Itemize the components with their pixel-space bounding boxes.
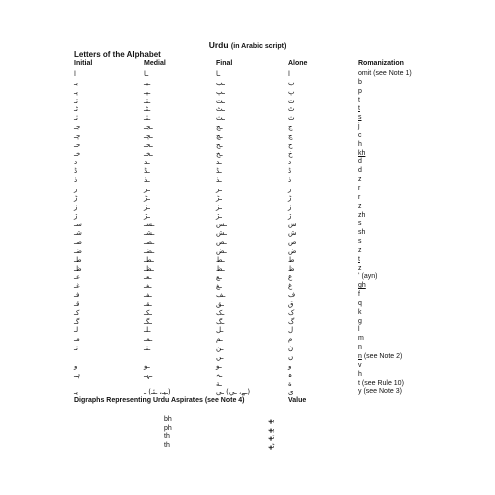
letter-alone: ی	[288, 388, 294, 397]
letter-medial: ـلـ	[144, 326, 151, 335]
letter-romanization	[358, 185, 360, 194]
letter-initial: قـ	[74, 299, 80, 308]
column-header-romanization: Romanization	[358, 60, 404, 67]
romanization-underlined: n	[358, 353, 362, 360]
letter-alone: ش	[288, 229, 297, 238]
table-row	[0, 105, 495, 114]
letter-medial: ـژ	[144, 211, 150, 220]
letter-romanization	[358, 362, 362, 371]
romanization-text: zh	[358, 211, 366, 219]
romanization-text: z	[358, 246, 362, 254]
table-row	[0, 123, 495, 132]
table-row	[0, 273, 495, 282]
letter-initial: جـ	[74, 123, 81, 132]
digraph-latin: ph	[164, 424, 172, 432]
letter-romanization	[358, 176, 362, 185]
romanization-text: j	[358, 123, 360, 131]
romanization-text: gh	[358, 282, 366, 290]
letter-alone: ط	[288, 255, 295, 264]
table-row	[0, 203, 495, 212]
letter-initial: ہـ	[74, 370, 81, 379]
letter-final: ـگ	[216, 317, 225, 326]
romanization-text: h	[358, 140, 362, 148]
letter-final: ـک	[216, 308, 225, 317]
table-row	[0, 309, 495, 318]
romanization-text: h	[358, 370, 362, 378]
table-row	[0, 256, 495, 265]
letter-initial: حـ	[74, 140, 81, 149]
table-row	[0, 167, 495, 176]
letter-final: ـپ	[216, 87, 225, 96]
romanization-text: s	[358, 220, 362, 228]
romanization-text: g	[358, 317, 362, 325]
letter-alone: خ	[288, 149, 293, 158]
romanization-text: t (see Rule 10)	[358, 379, 404, 387]
letter-final: ـض	[216, 246, 227, 255]
letter-alone: ڈ	[288, 167, 292, 176]
romanization-text: z	[358, 264, 362, 272]
letter-medial: ـکـ	[144, 308, 152, 317]
letter-alone: ہ	[288, 370, 293, 379]
letter-romanization	[358, 247, 362, 256]
letter-initial: تـ	[74, 96, 78, 105]
letter-medial: ـگـ	[144, 317, 152, 326]
romanization-text: z	[358, 202, 362, 210]
letter-medial: ـظـ	[144, 264, 154, 273]
letter-romanization	[358, 150, 365, 159]
letter-romanization	[358, 282, 366, 291]
letter-alone: ح	[288, 140, 293, 149]
letter-final: ـة	[216, 379, 222, 388]
table-row	[0, 380, 495, 389]
letter-initial: ڑ	[74, 193, 78, 202]
letter-medial: ـمـ	[144, 335, 153, 344]
letter-medial: ـصـ	[144, 238, 155, 247]
letter-romanization	[358, 114, 362, 123]
letter-alone: ز	[288, 202, 292, 211]
letter-final: ـز	[216, 202, 222, 211]
letter-alone: ظ	[288, 264, 295, 273]
letter-medial: ـڈ	[144, 167, 150, 176]
letter-initial: و	[74, 361, 78, 370]
letter-alone: ں	[288, 353, 294, 361]
letter-romanization	[358, 353, 402, 362]
letter-medial: ـپـ	[144, 87, 151, 96]
letter-alone: ب	[288, 78, 295, 87]
letter-medial: ـز	[144, 202, 150, 211]
romanization-text: s	[358, 114, 362, 122]
letter-initial: خـ	[74, 149, 81, 158]
letter-final: ـد	[216, 158, 222, 167]
letter-romanization	[358, 97, 360, 106]
letter-alone: ژ	[288, 211, 292, 220]
letter-alone: ة	[288, 379, 292, 388]
letter-romanization	[358, 238, 362, 247]
letter-alone: م	[288, 335, 293, 344]
letter-final: ـٹ	[216, 105, 225, 114]
table-row	[0, 70, 495, 79]
section-heading-digraphs: Digraphs Representing Urdu Aspirates (see Note 4)	[74, 397, 245, 404]
column-header-initial: Initial	[74, 60, 93, 67]
letter-final: ـم	[216, 335, 223, 344]
letter-medial: ـحـ	[144, 140, 153, 149]
romanization-text: c	[358, 131, 362, 139]
letter-romanization	[358, 220, 362, 229]
romanization-text: b	[358, 78, 362, 86]
letter-medial: ـفـ	[144, 291, 152, 300]
letter-alone: پ	[288, 87, 295, 96]
section-heading-letters: Letters of the Alphabet	[74, 50, 161, 59]
letter-initial: غـ	[74, 282, 80, 291]
digraphs-table	[0, 416, 495, 450]
letter-romanization	[358, 79, 362, 88]
letter-initial: ژ	[74, 211, 78, 220]
romanization-text: t	[358, 96, 360, 104]
letter-final: ـژ	[216, 211, 222, 220]
letter-final: ـب	[216, 78, 225, 87]
romanization-text: s	[358, 238, 362, 246]
table-row	[0, 326, 495, 335]
table-row	[0, 300, 495, 309]
digraph-row	[0, 425, 495, 434]
letter-final: ـڈ	[216, 167, 222, 176]
letter-medial: ـٹـ	[144, 105, 151, 114]
digraph-latin: th	[164, 433, 170, 440]
letter-initial: کـ	[74, 308, 80, 317]
column-header-final: Final	[216, 60, 233, 67]
letter-initial: ا	[74, 70, 76, 78]
letter-final: ـس	[216, 220, 227, 229]
title-main: Urdu	[208, 40, 229, 50]
letter-alone: ض	[288, 246, 297, 255]
letter-final: ـو	[216, 361, 222, 370]
letter-initial: طـ	[74, 255, 82, 264]
title-sub: (in Arabic script)	[230, 43, 287, 50]
letters-table	[0, 70, 495, 397]
letter-medial: (ـیـ، ـئـ) ـ	[144, 388, 171, 397]
letter-romanization	[358, 158, 362, 167]
table-row	[0, 335, 495, 344]
letter-medial: ـر	[144, 184, 150, 193]
letter-final: ـع	[216, 273, 222, 282]
table-row	[0, 282, 495, 291]
letter-alone: ع	[288, 273, 293, 282]
romanization-text: kh	[358, 149, 366, 157]
page-title	[0, 40, 495, 50]
letter-medial: ـد	[144, 158, 150, 167]
table-row	[0, 220, 495, 229]
letter-medial: ـبـ	[144, 78, 151, 87]
romanization-text: t	[358, 255, 360, 263]
digraph-row	[0, 416, 495, 425]
letter-medial: ـثـ	[144, 114, 151, 123]
table-row	[0, 344, 495, 353]
letter-alone: ر	[288, 184, 292, 193]
letter-romanization	[358, 291, 360, 300]
romanization-text: k	[358, 308, 362, 316]
letter-final: ـر	[216, 184, 222, 193]
table-row	[0, 388, 495, 397]
table-row	[0, 291, 495, 300]
letter-medial: ـذ	[144, 176, 150, 185]
letter-initial: صـ	[74, 238, 82, 247]
romanization-text: f	[358, 291, 360, 299]
letter-alone: ٹ	[288, 105, 295, 114]
letter-alone: ک	[288, 308, 295, 317]
letter-medial: ـچـ	[144, 131, 153, 140]
letter-initial: مـ	[74, 335, 80, 344]
letter-alone: ف	[288, 291, 296, 300]
letter-alone: ت	[288, 96, 295, 105]
letter-initial: بـ	[74, 78, 78, 87]
letter-romanization	[358, 380, 404, 389]
letter-initial: د	[74, 158, 78, 167]
letter-romanization	[358, 318, 362, 327]
table-row	[0, 194, 495, 203]
romanization-text: l	[358, 326, 360, 334]
digraph-value: پھ	[268, 424, 275, 433]
romanization-text: y (see Note 3)	[358, 388, 402, 396]
letter-romanization	[358, 229, 365, 238]
letter-initial: لـ	[74, 326, 79, 335]
letter-romanization	[358, 371, 362, 380]
letter-final: ـف	[216, 291, 226, 300]
romanization-text: ʻ (ayn)	[358, 273, 378, 281]
letter-medial: ـتـ	[144, 96, 151, 105]
table-row	[0, 150, 495, 159]
letter-alone: ذ	[288, 176, 292, 185]
romanization-text: p	[358, 87, 362, 95]
letter-alone: و	[288, 361, 292, 370]
letter-medial: ـخـ	[144, 149, 153, 158]
romanization-text: omit (see Note 1)	[358, 70, 412, 77]
letter-medial: ـنـ	[144, 344, 151, 353]
table-row	[0, 176, 495, 185]
letter-medial: ـجـ	[144, 123, 153, 132]
table-row	[0, 229, 495, 238]
letter-romanization	[358, 335, 364, 344]
romanization-text: sh	[358, 229, 366, 237]
letter-medial: ـہـ	[144, 370, 153, 379]
table-row	[0, 265, 495, 274]
letter-initial: ضـ	[74, 246, 82, 255]
romanization-text: r	[358, 184, 361, 192]
letter-final: ـح	[216, 140, 223, 149]
letter-final: ـش	[216, 229, 227, 238]
letter-romanization	[358, 88, 362, 97]
letter-medial: ـشـ	[144, 229, 155, 238]
digraph-row	[0, 442, 495, 451]
letter-initial: ذ	[74, 176, 78, 185]
letter-final: ـظ	[216, 264, 225, 273]
letter-final: ـں	[216, 353, 224, 361]
table-row	[0, 132, 495, 141]
letter-romanization	[358, 194, 360, 203]
letter-final: ـث	[216, 114, 225, 123]
romanization-text: z	[358, 176, 362, 184]
letter-alone: ا	[288, 70, 290, 78]
letter-romanization	[358, 309, 362, 318]
letter-initial: ڈ	[74, 167, 78, 176]
letter-medial: ـطـ	[144, 255, 154, 264]
letter-romanization	[358, 388, 402, 397]
romanization-text: m	[358, 335, 364, 343]
table-row	[0, 79, 495, 88]
letter-initial: گـ	[74, 317, 80, 326]
letter-alone: د	[288, 158, 292, 167]
letter-romanization	[358, 273, 377, 282]
letter-romanization	[358, 212, 365, 221]
letter-initial: چـ	[74, 131, 81, 140]
letter-initial: فـ	[74, 291, 80, 300]
letter-medial: ـقـ	[144, 299, 152, 308]
romanization-text: d	[358, 167, 362, 175]
table-row	[0, 371, 495, 380]
romanization-text: d	[358, 158, 362, 166]
letter-medial: ـڑ	[144, 193, 150, 202]
letter-final: ـص	[216, 238, 227, 247]
letter-initial: شـ	[74, 229, 82, 238]
table-row	[0, 97, 495, 106]
romanization-text: q	[358, 299, 362, 307]
romanization-text: r	[358, 193, 361, 201]
letter-initial: ز	[74, 202, 78, 211]
letter-alone: ق	[288, 299, 294, 308]
letter-final: ـغ	[216, 282, 222, 291]
letter-medial: ـو	[144, 361, 150, 370]
letter-final: ـق	[216, 299, 224, 308]
letter-final: ـڑ	[216, 193, 222, 202]
letter-alone: ث	[288, 114, 295, 123]
table-row	[0, 353, 495, 362]
letter-alone: ص	[288, 238, 297, 247]
table-row	[0, 158, 495, 167]
letter-romanization	[358, 141, 362, 150]
letter-alone: چ	[288, 131, 293, 140]
digraph-value: تھ	[268, 433, 275, 441]
table-row	[0, 362, 495, 371]
letter-initial: عـ	[74, 273, 81, 282]
table-row	[0, 185, 495, 194]
table-row	[0, 141, 495, 150]
table-row	[0, 212, 495, 221]
letter-medial: ـعـ	[144, 273, 152, 282]
letter-medial: ـسـ	[144, 220, 155, 229]
romanization-note: (see Note 2)	[361, 353, 403, 360]
letter-romanization	[358, 300, 362, 309]
column-header-alone: Alone	[288, 60, 308, 67]
letter-initial: ر	[74, 184, 78, 193]
letter-final: ـا	[216, 70, 221, 78]
letter-alone: غ	[288, 282, 293, 291]
letter-romanization	[358, 256, 360, 265]
letter-alone: ل	[288, 326, 294, 335]
letter-alone: ج	[288, 123, 293, 132]
table-row	[0, 114, 495, 123]
letter-romanization	[358, 105, 360, 114]
letter-romanization	[358, 344, 362, 353]
column-header-medial: Medial	[144, 60, 166, 67]
letter-final: ـج	[216, 123, 223, 132]
digraph-value: بھ	[268, 416, 275, 424]
letter-alone: ن	[288, 344, 294, 353]
letter-final: ـچ	[216, 131, 223, 140]
letter-initial: یـ	[74, 388, 78, 397]
romanization-text: t	[358, 105, 360, 113]
letter-romanization	[358, 203, 362, 212]
digraph-value: ٹھ	[268, 441, 275, 450]
letter-initial: ٹـ	[74, 105, 78, 114]
romanization-text: v	[358, 361, 362, 369]
letter-alone: س	[288, 220, 297, 229]
letter-final: ـل	[216, 326, 224, 335]
letter-final: ـت	[216, 96, 225, 105]
letter-romanization	[358, 132, 362, 141]
table-row	[0, 88, 495, 97]
letter-initial: ظـ	[74, 264, 82, 273]
letter-final: ـط	[216, 255, 225, 264]
letter-romanization	[358, 70, 412, 79]
digraph-latin: bh	[164, 416, 172, 423]
letter-initial: پـ	[74, 87, 78, 96]
table-row	[0, 247, 495, 256]
digraph-row	[0, 433, 495, 442]
letter-romanization	[358, 326, 360, 335]
letter-medial: ـضـ	[144, 246, 155, 255]
table-row	[0, 238, 495, 247]
letter-final: (ـے، ـي) ـی	[216, 388, 251, 397]
table-row	[0, 318, 495, 327]
letter-final: ـہ	[216, 370, 223, 379]
letter-final: ـخ	[216, 149, 223, 158]
letter-initial: نـ	[74, 344, 78, 353]
letter-initial: سـ	[74, 220, 82, 229]
letter-romanization	[358, 167, 362, 176]
letter-alone: گ	[288, 317, 295, 326]
letter-medial: ـا	[144, 70, 149, 78]
letter-medial: ـغـ	[144, 282, 152, 291]
letter-alone: ڑ	[288, 193, 292, 202]
letter-romanization	[358, 123, 360, 132]
letter-initial: ثـ	[74, 114, 78, 123]
romanization-text: n	[358, 344, 362, 352]
letter-final: ـن	[216, 344, 224, 353]
digraph-latin: th	[164, 441, 170, 449]
column-header-value: Value	[288, 397, 307, 404]
letter-final: ـذ	[216, 176, 222, 185]
